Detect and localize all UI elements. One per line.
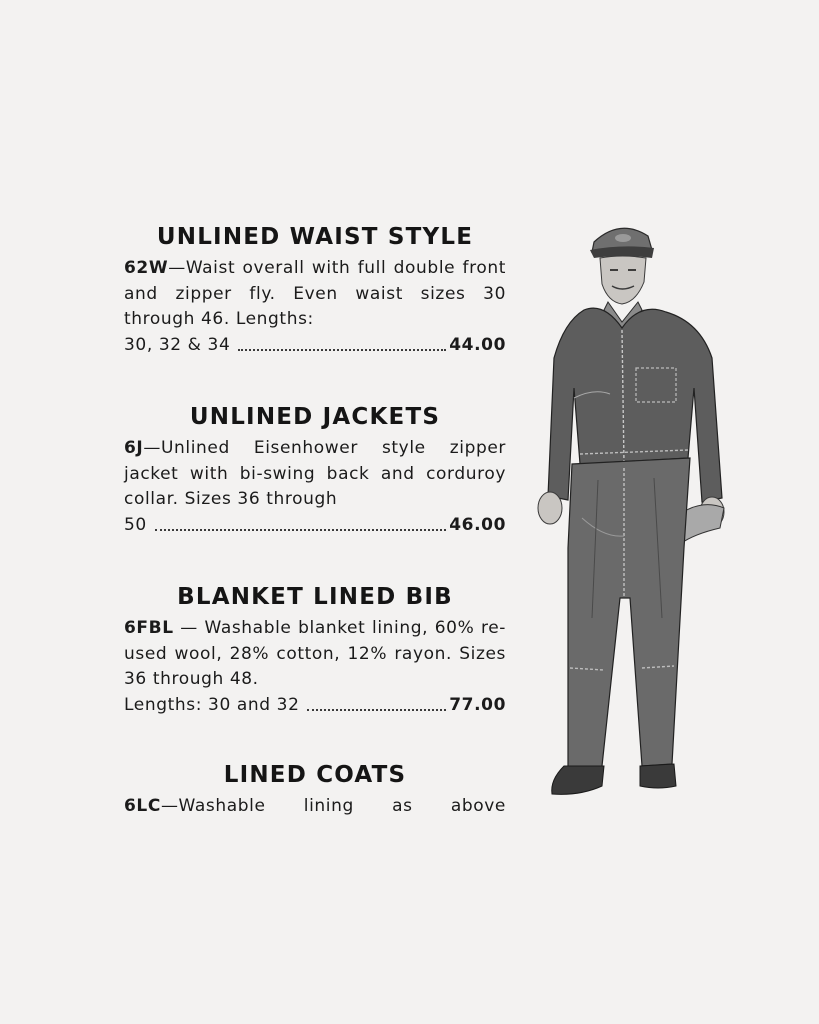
dot-leader (155, 529, 446, 531)
section-heading: UNLINED WAIST STYLE (156, 224, 474, 250)
product-description (124, 794, 506, 820)
product-code: 6FBL (124, 618, 174, 638)
product-description (124, 616, 506, 693)
description-text: —Washable lining as above (160, 796, 506, 816)
description-text: —Unlined Eisenhower style zipper jacket with bi-swing back and corduroy collar. Sizes 36 through (124, 438, 506, 509)
price-line-label: 30, 32 & 34 (124, 334, 231, 355)
section-heading: LINED COATS (223, 762, 407, 788)
product-code: 6LC (124, 796, 161, 816)
price-line-label: 50 (124, 514, 147, 535)
dot-leader (307, 709, 446, 711)
man-in-work-overalls-illustration (524, 218, 734, 808)
price-line (124, 693, 506, 719)
product-code: 6J (124, 438, 144, 458)
section-heading: BLANKET LINED BIB (177, 584, 453, 610)
section-blanket-lined-bib (124, 582, 506, 760)
product-listing-column (124, 222, 506, 820)
section-unlined-jackets (124, 402, 506, 582)
product-code: 62W (124, 258, 169, 278)
section-unlined-waist-style (124, 222, 506, 402)
price: 44.00 (449, 334, 506, 355)
description-text: —Waist overall with full double front and zipper fly. Even waist sizes 30 through 46. Lengths: (124, 258, 506, 329)
price-line (124, 333, 506, 359)
section-lined-coats (124, 760, 506, 820)
product-description (124, 436, 506, 513)
price: 46.00 (449, 514, 506, 535)
product-description (124, 256, 506, 333)
dot-leader (238, 349, 446, 351)
description-text: — Washable blanket lining, 60% re-used wool, 28% cotton, 12% rayon. Sizes 36 through 48. (124, 618, 506, 689)
price-line (124, 513, 506, 539)
section-heading: UNLINED JACKETS (189, 404, 441, 430)
price-line-label: Lengths: 30 and 32 (124, 694, 300, 715)
price: 77.00 (449, 694, 506, 715)
